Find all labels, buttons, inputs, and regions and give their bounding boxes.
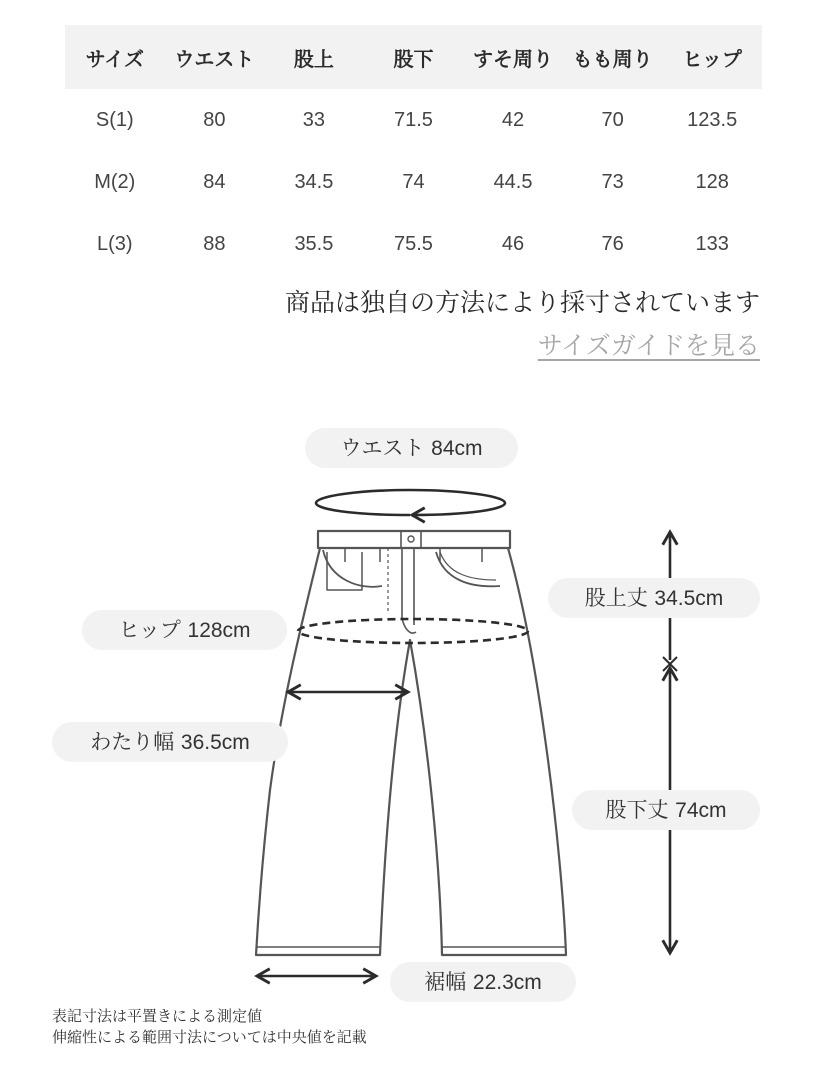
hip-label-text: ヒップ bbox=[118, 618, 181, 642]
inseam-label bbox=[572, 790, 760, 830]
waist-value: 84cm bbox=[431, 437, 483, 460]
table-cell: 88 bbox=[203, 232, 226, 255]
rise-label-text: 股上丈 bbox=[584, 586, 648, 610]
hem-value: 22.3cm bbox=[472, 971, 542, 994]
table-cell: 74 bbox=[402, 170, 425, 193]
header-hip: ヒップ bbox=[662, 25, 762, 89]
table-cell: S(1) bbox=[95, 108, 134, 131]
waist-arrow bbox=[316, 490, 505, 515]
table-cell: 75.5 bbox=[394, 232, 433, 255]
table-cell: 35.5 bbox=[294, 232, 334, 255]
hem-label-text: 裾幅 bbox=[424, 970, 467, 994]
table-cell: 123.5 bbox=[687, 108, 738, 131]
measurement-note: 商品は独自の方法により採寸されています bbox=[284, 288, 760, 317]
measurement-arrows bbox=[257, 490, 677, 976]
table-row bbox=[65, 89, 762, 151]
table-cell: 84 bbox=[203, 170, 226, 193]
thigh-value: 36.5cm bbox=[180, 731, 250, 754]
table-row bbox=[65, 213, 762, 275]
hip-value: 128cm bbox=[187, 619, 251, 642]
pants-diagram bbox=[0, 380, 825, 1000]
pants-illustration bbox=[256, 531, 566, 955]
rise-value: 34.5cm bbox=[654, 587, 724, 610]
table-row bbox=[65, 151, 762, 213]
header-inseam: 股下 bbox=[364, 25, 464, 89]
size-table-header bbox=[65, 25, 762, 89]
table-cell: 71.5 bbox=[394, 108, 433, 131]
table-cell: 42 bbox=[501, 108, 525, 131]
table-cell: 128 bbox=[695, 170, 729, 193]
table-cell: 80 bbox=[203, 108, 226, 131]
rise-label bbox=[548, 578, 760, 618]
thigh-label bbox=[52, 722, 288, 762]
table-cell: 70 bbox=[601, 108, 624, 131]
header-hem: すそ周り bbox=[463, 25, 563, 89]
table-cell: 76 bbox=[601, 232, 624, 255]
header-rise: 股上 bbox=[264, 25, 364, 89]
table-cell: 44.5 bbox=[493, 170, 533, 193]
footnote-line-1: 表記寸法は平置きによる測定値 bbox=[52, 1007, 263, 1025]
waist-label bbox=[305, 428, 518, 468]
waist-label-text: ウエスト bbox=[340, 436, 425, 460]
table-cell: 73 bbox=[601, 170, 624, 193]
inseam-value: 74cm bbox=[675, 799, 727, 822]
footnote-line-2: 伸縮性による範囲寸法については中央値を記載 bbox=[52, 1028, 367, 1046]
size-table bbox=[65, 25, 762, 275]
table-cell: M(2) bbox=[94, 170, 136, 193]
header-thigh: もも周り bbox=[563, 25, 663, 89]
header-size: サイズ bbox=[65, 25, 165, 89]
table-cell: 33 bbox=[302, 108, 326, 131]
hip-label bbox=[82, 610, 287, 650]
table-cell: 46 bbox=[501, 232, 525, 255]
table-cell: L(3) bbox=[96, 232, 133, 255]
table-cell: 34.5 bbox=[294, 170, 334, 193]
size-guide-link[interactable]: サイズガイドを見る bbox=[537, 331, 760, 360]
table-cell: 133 bbox=[695, 232, 729, 255]
thigh-label-text: わたり幅 bbox=[90, 730, 175, 754]
inseam-label-text: 股下丈 bbox=[605, 798, 669, 822]
hem-label bbox=[390, 962, 576, 1002]
hip-ellipse bbox=[298, 619, 528, 643]
header-waist: ウエスト bbox=[165, 25, 265, 89]
